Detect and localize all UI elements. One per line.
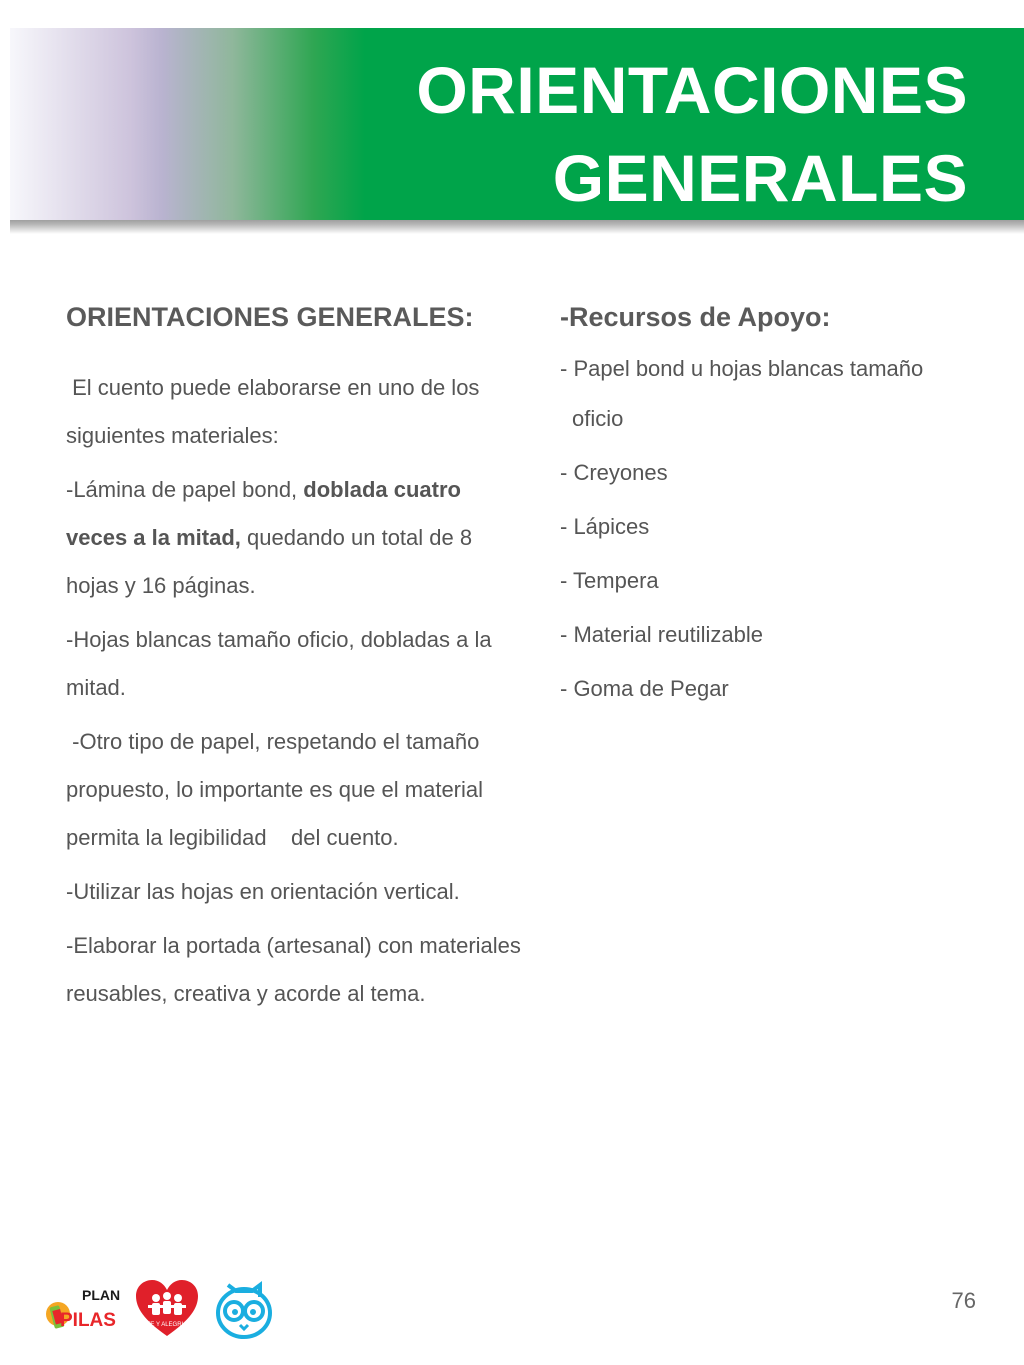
material-item-4: -Utilizar las hojas en orientación vertical. [66,879,460,904]
recursos-column [560,292,990,716]
plan-pilas-logo-text-bottom: PILAS [60,1310,116,1331]
material-item-5: -Elaborar la portada (artesanal) con materiales reusables, creativa y acorde al tema. [66,933,521,1006]
resource-item: - Material reutilizable [560,622,763,647]
plan-pilas-logo-text-top: PLAN [82,1287,120,1303]
resource-item: - Tempera [560,568,659,593]
material-item-2: -Hojas blancas tamaño oficio, dobladas a la mitad. [66,627,492,700]
material-item-1-bold: doblada cuatro veces a la mitad, [66,477,461,550]
page-title [416,46,968,222]
material-item-1 [66,466,526,610]
fe-y-alegria-logo-text: FE Y ALEGRIA [146,1322,188,1328]
orientaciones-heading: ORIENTACIONES GENERALES: [66,302,474,332]
footer-logos [44,1278,274,1340]
intro-paragraph: El cuento puede elaborarse en uno de los siguientes materiales: [66,375,486,448]
page-title-line1: ORIENTACIONES [416,53,968,127]
page-number: 76 [951,1288,976,1313]
owl-logo [214,1279,274,1339]
plan-pilas-logo [44,1280,120,1338]
fe-y-alegria-logo [134,1278,200,1340]
resource-item: - Lápices [560,514,650,539]
page-title-line2: GENERALES [552,141,968,215]
material-item-3: -Otro tipo de papel, respetando el tamaño propuesto, lo importante es que el material permita la legibilidad del cuento. [66,729,490,850]
resource-item-continued: oficio [572,406,624,431]
recursos-heading: -Recursos de Apoyo: [560,302,831,332]
material-item-1-prefix: -Lámina de papel bond, [66,477,304,502]
resource-item: - Creyones [560,460,668,485]
resource-item: - Goma de Pegar [560,676,729,701]
orientaciones-column [66,292,526,1024]
material-item-1-suffix: quedando un total de 8 hojas y 16 páginas. [66,525,473,598]
resource-item: - Papel bond u hojas blancas tamaño [560,356,924,381]
